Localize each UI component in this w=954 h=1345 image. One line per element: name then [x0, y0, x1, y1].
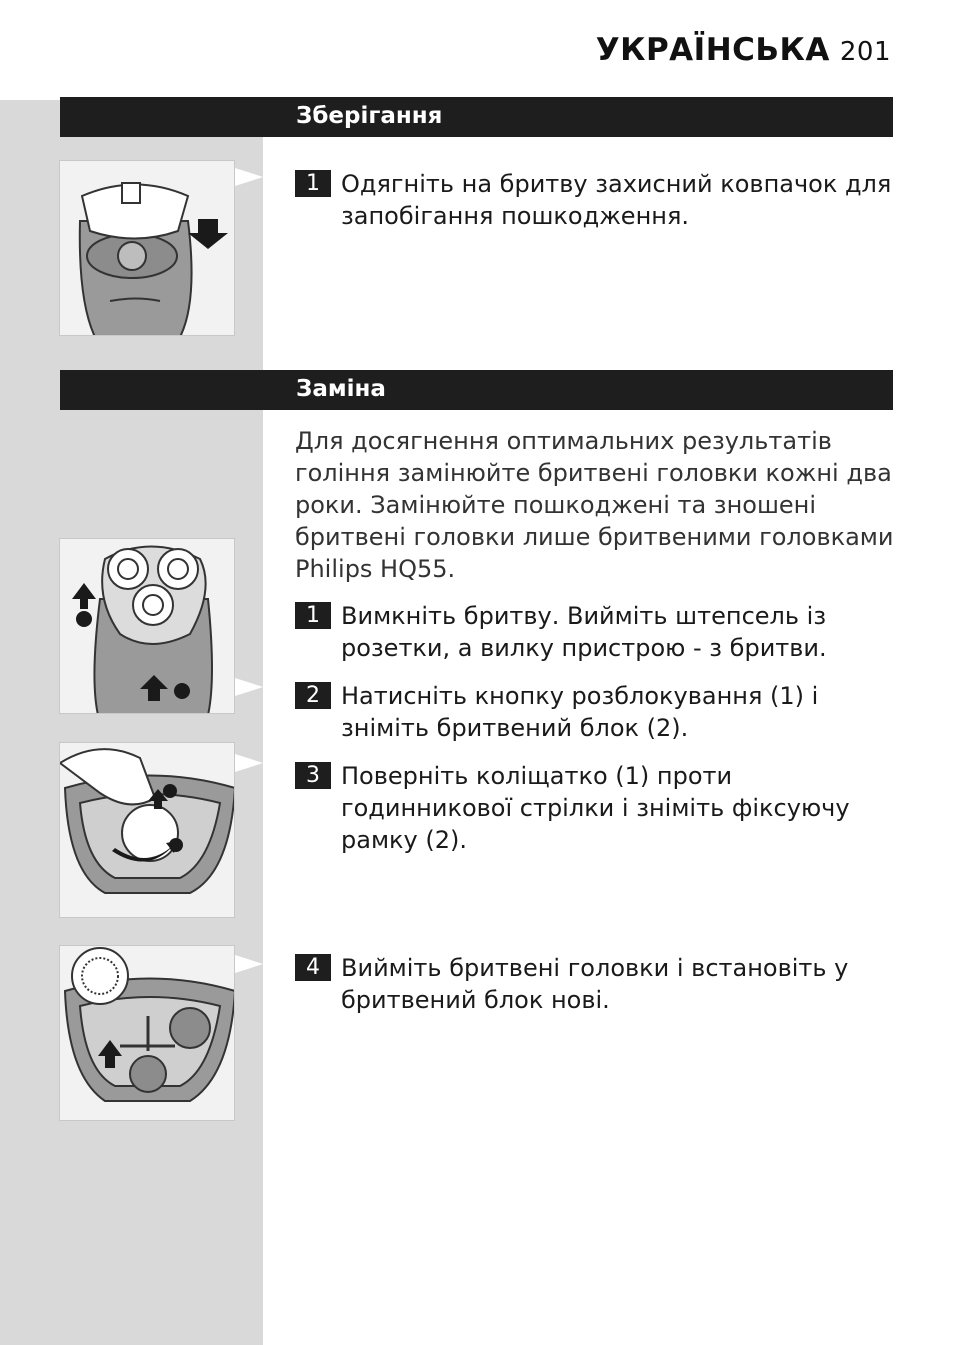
illustration-pointer	[235, 955, 263, 973]
page-header	[596, 32, 891, 68]
step-number: 4	[295, 954, 331, 981]
step-text: Вимкніть бритву. Вийміть штепсель із розетки, а вилку пристрою - з бритви.	[341, 602, 827, 662]
replacement-step-4	[295, 952, 895, 1016]
storage-step-1	[295, 168, 895, 232]
step-text: Одягніть на бритву захисний ковпачок для запобігання пошкодження.	[341, 170, 892, 230]
step-text: Вийміть бритвені головки і встановіть у бритвений блок нові.	[341, 954, 849, 1014]
section-title: Заміна	[296, 376, 386, 402]
section-header-replacement	[60, 370, 893, 410]
step-number: 2	[295, 682, 331, 709]
illustration-pointer	[235, 168, 263, 186]
retaining-frame-illustration	[59, 742, 235, 918]
step-number: 1	[295, 602, 331, 629]
language-title: УКРАЇНСЬКА	[595, 32, 830, 68]
step-number: 1	[295, 170, 331, 197]
shaver-release-illustration	[59, 538, 235, 714]
step-number: 3	[295, 762, 331, 789]
replacement-step-2	[295, 680, 895, 744]
shaving-heads-illustration	[59, 945, 235, 1121]
section-title: Зберігання	[296, 103, 443, 129]
shaver-cap-illustration	[59, 160, 235, 336]
replacement-step-1	[295, 600, 895, 664]
step-text: Натисніть кнопку розблокування (1) і зніміть бритвений блок (2).	[341, 682, 819, 742]
replacement-intro: Для досягнення оптимальних результатів гоління замінюйте бритвені головки кожні два роки. Замінюйте пошкоджені та зношені бритвені головки лише бритвеними головками Philips HQ55.	[295, 427, 894, 583]
section-header-storage	[60, 97, 893, 137]
replacement-step-3	[295, 760, 895, 856]
page-number: 201	[839, 37, 891, 67]
step-text: Поверніть коліщатко (1) проти годинникової стрілки і зніміть фіксуючу рамку (2).	[341, 762, 850, 854]
illustration-pointer	[235, 754, 263, 772]
illustration-pointer	[235, 678, 263, 696]
